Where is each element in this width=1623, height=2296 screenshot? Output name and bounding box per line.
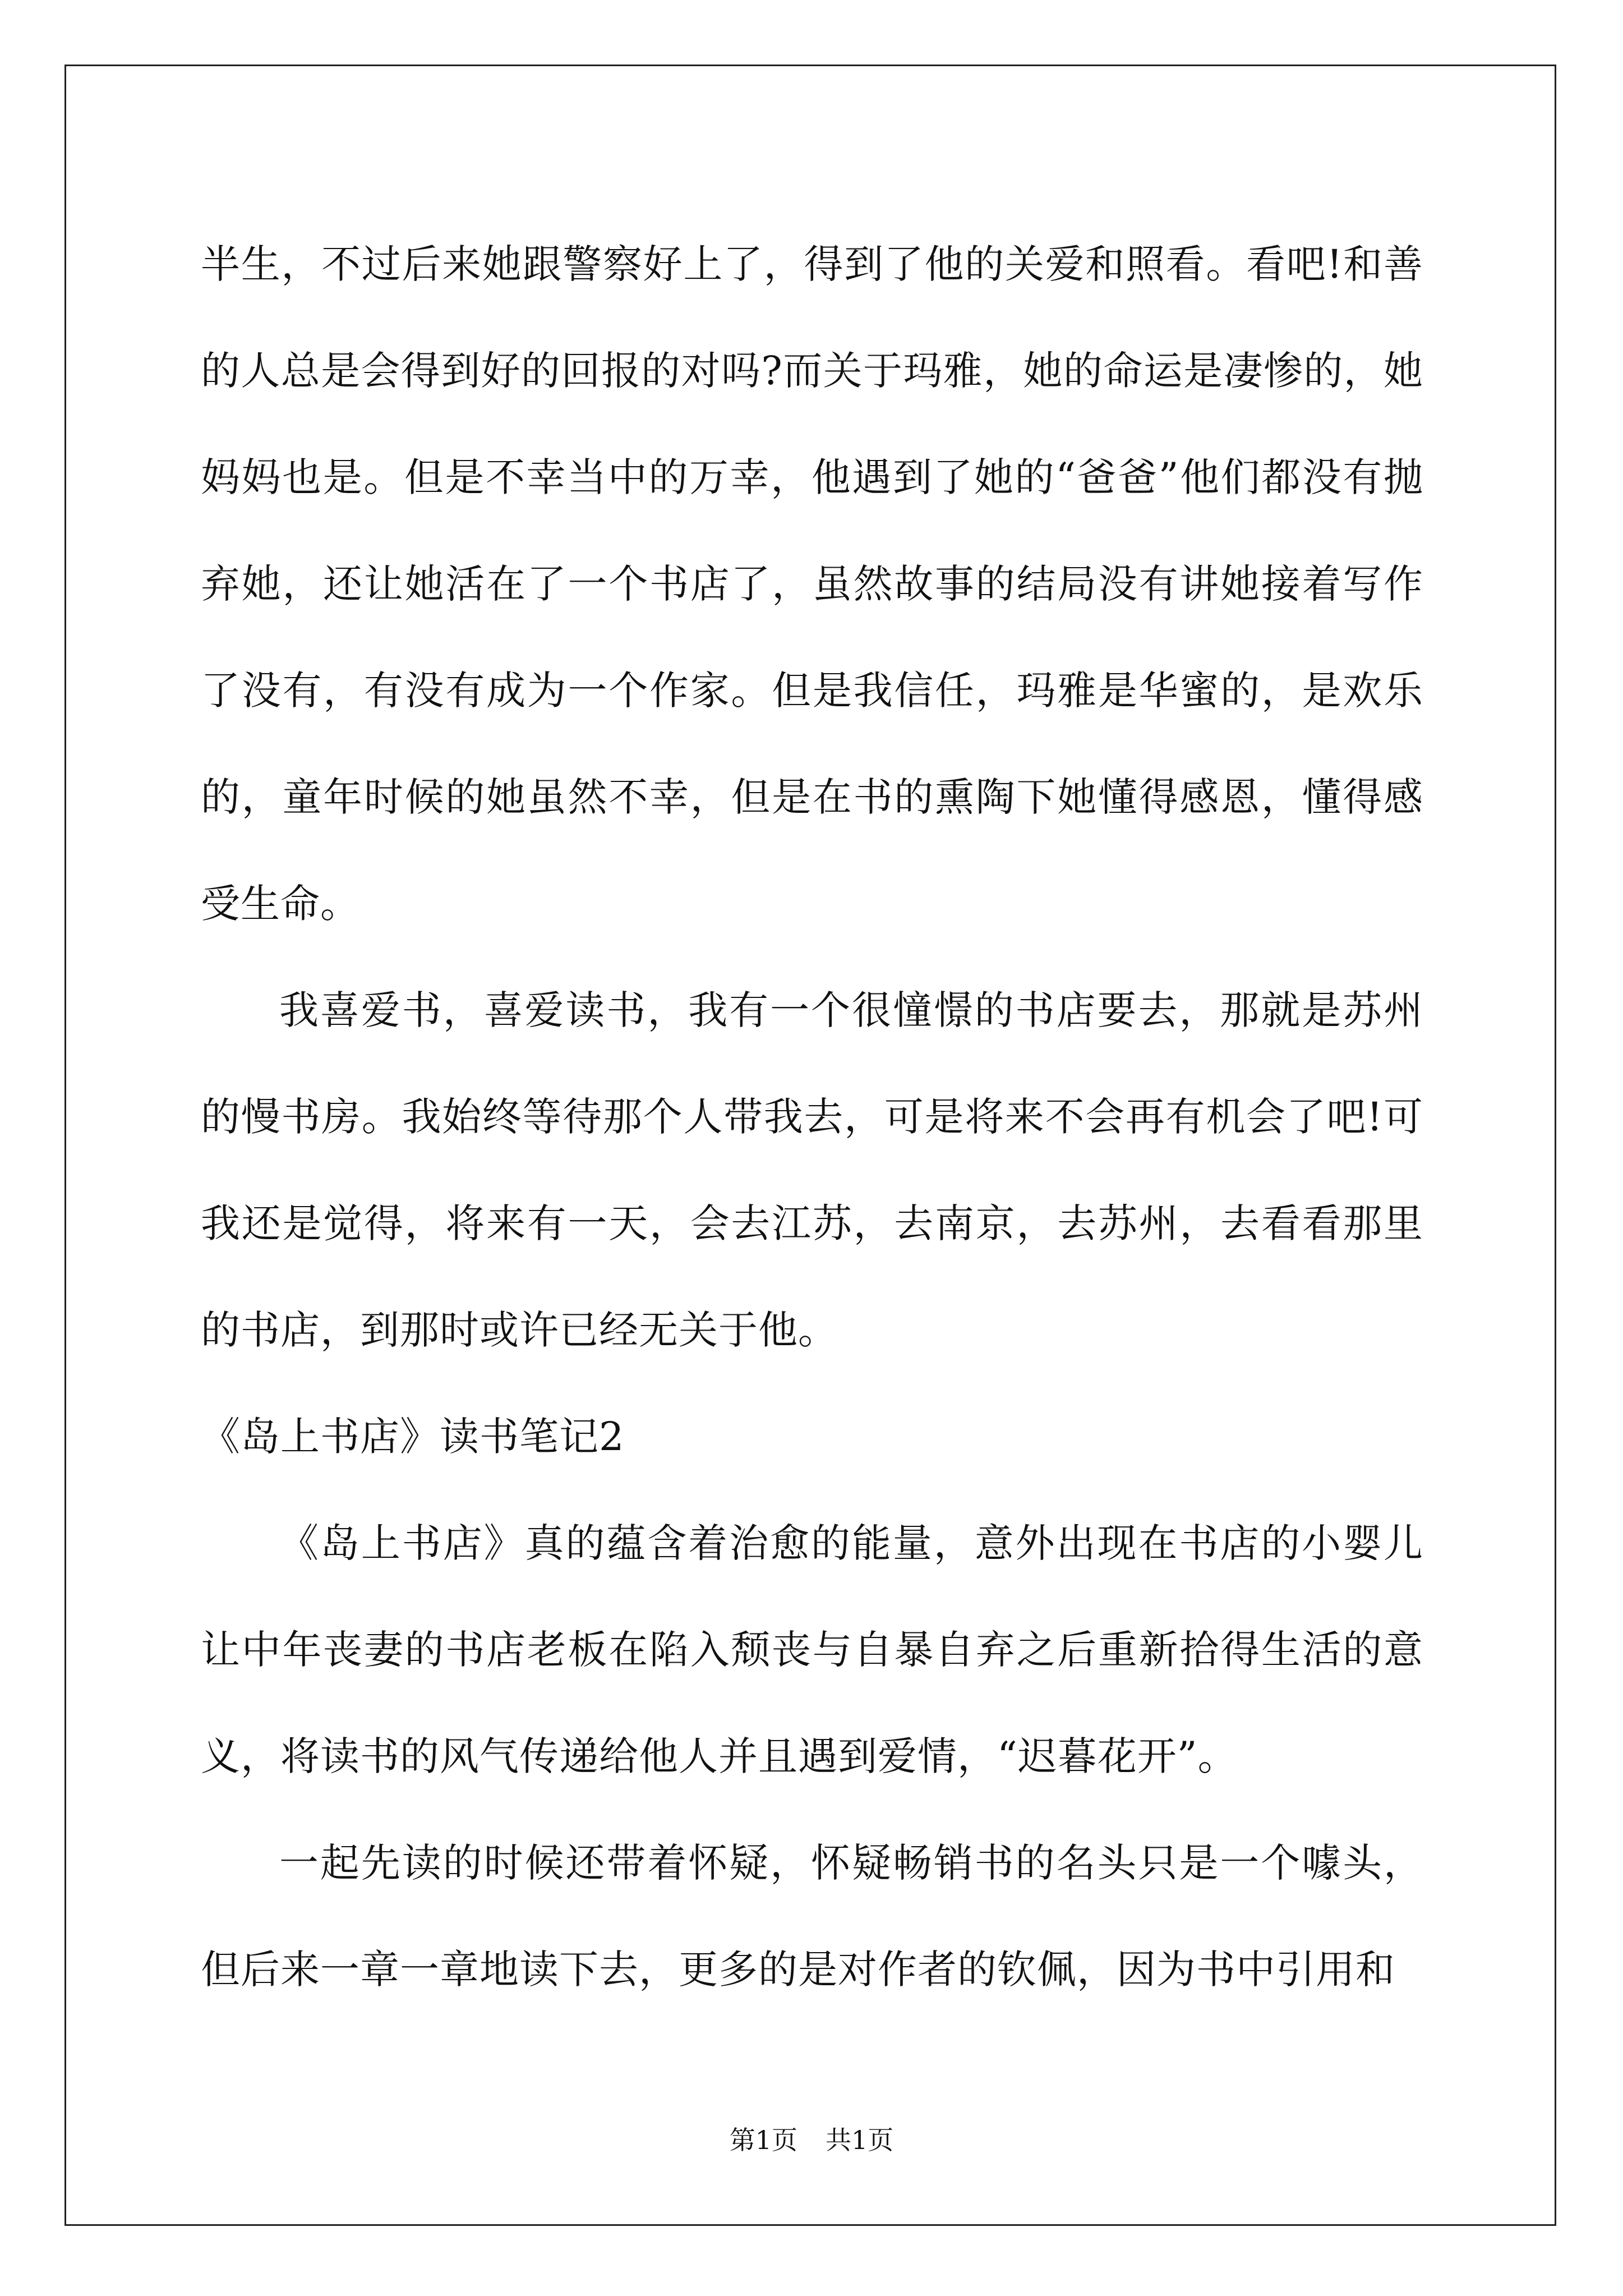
paragraph: 一起先读的时候还带着怀疑，怀疑畅销书的名头只是一个噱头，但后来一章一章地读下去，更多的是对作者的钦佩，因为书中引用和	[201, 1840, 1423, 1993]
paragraph: 我喜爱书，喜爱读书，我有一个很憧憬的书店要去，那就是苏州的慢书房。我始终等待那个人带我去，可是将来不会再有机会了吧!可我还是觉得，将来有一天，会去江苏，去南京，去苏州，去看看那里的书店，到那时或许已经无关于他。	[201, 987, 1423, 1353]
paragraph: 《岛上书店》真的蕴含着治愈的能量，意外出现在书店的小婴儿让中年丧妻的书店老板在陷入颓丧与自暴自弃之后重新拾得生活的意义，将读书的风气传递给他人并且遇到爱情，“迟暮花开”。	[201, 1520, 1423, 1779]
page-number: 第1页	[729, 2125, 797, 2155]
paragraph-continued: 半生，不过后来她跟警察好上了，得到了他的关爱和照看。看吧!和善的人总是会得到好的回报的对吗?而关于玛雅，她的命运是凄惨的，她妈妈也是。但是不幸当中的万幸，他遇到了她的“爸爸”他们都没有抛弃她，还让她活在了一个书店了，虽然故事的结局没有讲她接着写作了没有，有没有成为一个作家。但是我信任，玛雅是华蜜的，是欢乐的，童年时候的她虽然不幸，但是在书的熏陶下她懂得感恩，懂得感受生命。	[201, 241, 1423, 927]
document-body	[201, 211, 1423, 2023]
section-heading: 《岛上书店》读书笔记2	[201, 1414, 625, 1460]
page-footer	[0, 2123, 1623, 2157]
page-total: 共1页	[826, 2125, 894, 2155]
